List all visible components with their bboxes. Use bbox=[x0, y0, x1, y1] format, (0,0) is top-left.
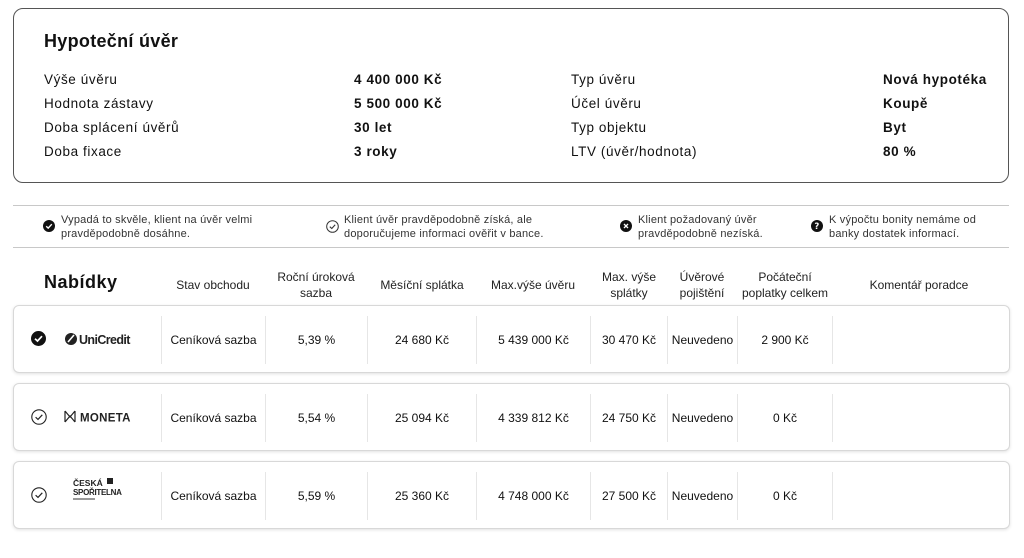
cell-status: Ceníková sazba bbox=[161, 316, 265, 364]
summary-value-property-type: Byt bbox=[883, 120, 907, 135]
col-header-max-payment: Max. výše splátky bbox=[601, 270, 656, 300]
svg-text:SPOŘITELNA: SPOŘITELNA bbox=[73, 488, 122, 497]
cell-rate: 5,59 % bbox=[265, 472, 367, 520]
offers-title: Nabídky bbox=[44, 272, 118, 292]
cell-fees: 0 Kč bbox=[737, 472, 832, 520]
cell-fees: 2 900 Kč bbox=[737, 316, 832, 364]
offer-row-ceska-sporitelna[interactable] bbox=[13, 461, 1010, 529]
col-header-status: Stav obchodu bbox=[176, 278, 250, 292]
outline-check-icon bbox=[31, 487, 47, 508]
cell-monthly-payment: 24 680 Kč bbox=[367, 316, 476, 364]
summary-value-term: 30 let bbox=[354, 120, 393, 135]
summary-label-loan-type: Typ úvěru bbox=[571, 72, 636, 87]
legend-text: Vypadá to skvěle, klient na úvěr velmi pravděpodobně dosáhne. bbox=[61, 214, 253, 240]
summary-value-purpose: Koupě bbox=[883, 96, 928, 111]
legend-text: K výpočtu bonity nemáme od banky dostatek informací. bbox=[829, 214, 977, 240]
ceska-sporitelna-logo bbox=[64, 480, 126, 502]
cell-insurance: Neuvedeno bbox=[667, 472, 737, 520]
offer-row-unicredit[interactable] bbox=[13, 305, 1010, 373]
cell-max-payment: 27 500 Kč bbox=[590, 472, 667, 520]
unicredit-logo bbox=[64, 328, 134, 350]
col-header-comment: Komentář poradce bbox=[869, 278, 969, 292]
svg-text:MONETA: MONETA bbox=[80, 412, 131, 425]
cell-comment bbox=[832, 316, 1002, 364]
status-legend bbox=[13, 205, 1009, 248]
cell-fees: 0 Kč bbox=[737, 394, 832, 442]
question-circle-icon bbox=[811, 220, 823, 236]
summary-label-collateral: Hodnota zástavy bbox=[44, 96, 154, 111]
x-circle-icon bbox=[620, 220, 632, 236]
outline-check-icon bbox=[31, 409, 47, 430]
summary-title: Hypoteční úvěr bbox=[44, 31, 179, 51]
col-header-insurance: Úvěrové pojištění bbox=[679, 270, 725, 300]
offer-row-moneta[interactable] bbox=[13, 383, 1010, 451]
svg-text:?: ? bbox=[814, 222, 820, 232]
summary-value-ltv: 80 % bbox=[883, 144, 917, 159]
summary-value-loan-amount: 4 400 000 Kč bbox=[354, 72, 443, 87]
cell-max-loan: 4 748 000 Kč bbox=[476, 472, 590, 520]
col-header-monthly-payment: Měsíční splátka bbox=[380, 278, 464, 292]
svg-text:ČESKÁ: ČESKÁ bbox=[73, 478, 103, 488]
cell-insurance: Neuvedeno bbox=[667, 394, 737, 442]
svg-text:UniCredit: UniCredit bbox=[79, 333, 130, 347]
summary-label-purpose: Účel úvěru bbox=[571, 96, 642, 111]
cell-max-payment: 24 750 Kč bbox=[590, 394, 667, 442]
cell-monthly-payment: 25 094 Kč bbox=[367, 394, 476, 442]
cell-monthly-payment: 25 360 Kč bbox=[367, 472, 476, 520]
summary-label-loan-amount: Výše úvěru bbox=[44, 72, 118, 87]
legend-text: Klient úvěr pravděpodobně získá, ale doporučujeme informaci ověřit v bance. bbox=[344, 214, 544, 240]
filled-check-icon bbox=[31, 331, 46, 351]
summary-value-collateral: 5 500 000 Kč bbox=[354, 96, 443, 111]
col-header-max-loan: Max.výše úvěru bbox=[490, 278, 576, 292]
summary-label-term: Doba splácení úvěrů bbox=[44, 120, 180, 135]
filled-check-icon bbox=[43, 220, 55, 236]
cell-max-payment: 30 470 Kč bbox=[590, 316, 667, 364]
cell-max-loan: 4 339 812 Kč bbox=[476, 394, 590, 442]
summary-label-fixation: Doba fixace bbox=[44, 144, 122, 159]
summary-label-property-type: Typ objektu bbox=[571, 120, 647, 135]
cell-comment bbox=[832, 472, 1002, 520]
cell-rate: 5,54 % bbox=[265, 394, 367, 442]
cell-max-loan: 5 439 000 Kč bbox=[476, 316, 590, 364]
cell-insurance: Neuvedeno bbox=[667, 316, 737, 364]
legend-text: Klient požadovaný úvěr pravděpodobně nezíská. bbox=[638, 214, 763, 240]
cell-status: Ceníková sazba bbox=[161, 394, 265, 442]
summary-label-ltv: LTV (úvěr/hodnota) bbox=[571, 144, 698, 159]
moneta-logo bbox=[64, 406, 134, 428]
summary-value-fixation: 3 roky bbox=[354, 144, 398, 159]
col-header-rate: Roční úroková sazba bbox=[277, 270, 355, 300]
loan-summary-card bbox=[13, 8, 1009, 183]
cell-status: Ceníková sazba bbox=[161, 472, 265, 520]
summary-value-loan-type: Nová hypotéka bbox=[883, 72, 987, 87]
cell-rate: 5,39 % bbox=[265, 316, 367, 364]
col-header-fees: Počáteční poplatky celkem bbox=[741, 270, 829, 300]
cell-comment bbox=[832, 394, 1002, 442]
outline-check-icon bbox=[326, 220, 339, 237]
